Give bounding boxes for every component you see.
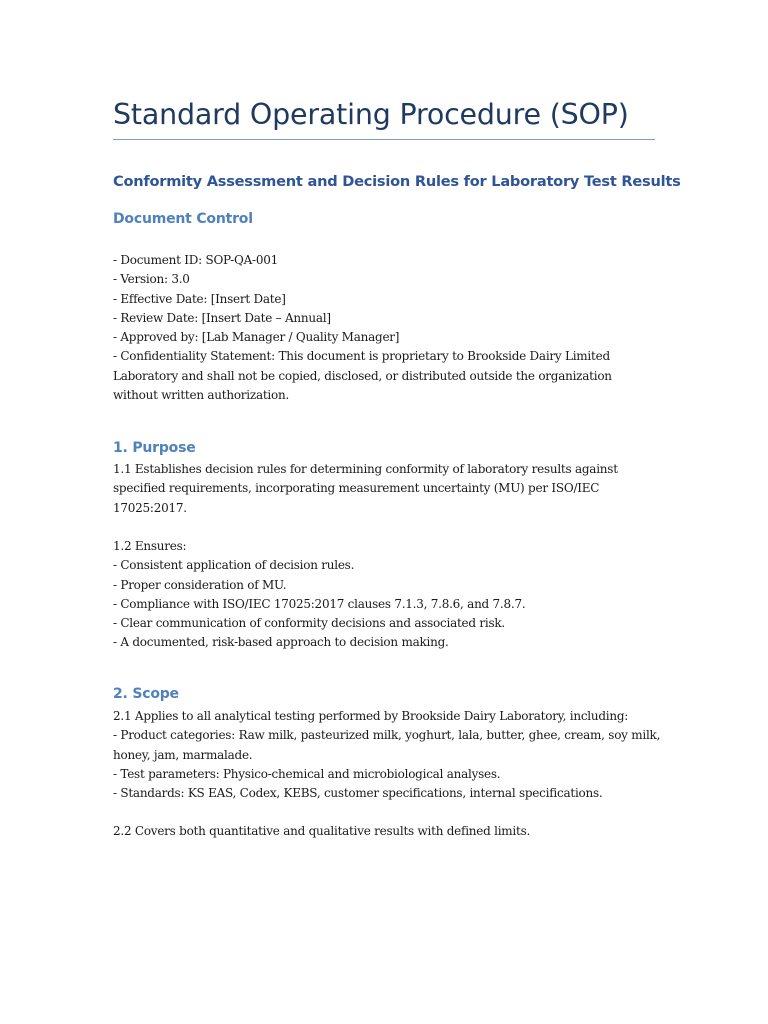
purpose-paragraph-2 xyxy=(113,537,661,653)
title-underline xyxy=(113,139,655,140)
purpose-line: - Compliance with ISO/IEC 17025:2017 clauses 7.1.3, 7.8.6, and 7.8.7. xyxy=(113,596,526,611)
doc-control-line: - Version: 3.0 xyxy=(113,272,190,287)
doc-control-line: - Document ID: SOP-QA-001 xyxy=(113,253,278,267)
purpose-line: - Clear communication of conformity decisions and associated risk. xyxy=(113,616,505,631)
scope-paragraph-1 xyxy=(113,707,661,803)
heading-scope: 2. Scope xyxy=(113,686,179,702)
purpose-paragraph-1 xyxy=(113,460,661,518)
heading-purpose: 1. Purpose xyxy=(113,440,196,456)
scope-line: 2.1 Applies to all analytical testing performed by Brookside Dairy Laboratory, including: xyxy=(113,709,629,723)
doc-control-line: - Confidentiality Statement: This document is proprietary to Brookside Dairy Limited xyxy=(113,349,610,364)
purpose-line: 1.2 Ensures: xyxy=(113,539,187,553)
purpose-line: specified requirements, incorporating measurement uncertainty (MU) per ISO/IEC xyxy=(113,481,600,496)
purpose-line: - Proper consideration of MU. xyxy=(113,577,287,592)
heading-document-control: Document Control xyxy=(113,211,253,227)
purpose-line: - Consistent application of decision rules. xyxy=(113,558,355,573)
purpose-line: - A documented, risk-based approach to decision making. xyxy=(113,635,449,650)
doc-control-line: without written authorization. xyxy=(113,388,290,403)
scope-line: honey, jam, marmalade. xyxy=(113,747,253,762)
purpose-line: 17025:2017. xyxy=(113,500,187,515)
scope-line: - Standards: KS EAS, Codex, KEBS, customer specifications, internal specifications. xyxy=(113,786,603,801)
scope-line: - Product categories: Raw milk, pasteurized milk, yoghurt, lala, butter, ghee, cream, soy milk, xyxy=(113,728,661,743)
document-control-block xyxy=(113,251,661,405)
scope-paragraph-2 xyxy=(113,822,661,841)
doc-control-line: - Effective Date: [Insert Date] xyxy=(113,291,286,306)
scope-line: 2.2 Covers both quantitative and qualitative results with defined limits. xyxy=(113,824,531,838)
doc-control-line: - Approved by: [Lab Manager / Quality Manager] xyxy=(113,330,400,345)
scope-line: - Test parameters: Physico-chemical and microbiological analyses. xyxy=(113,766,501,781)
doc-control-line: Laboratory and shall not be copied, disclosed, or distributed outside the organization xyxy=(113,368,612,383)
doc-control-line: - Review Date: [Insert Date – Annual] xyxy=(113,310,331,325)
purpose-line: 1.1 Establishes decision rules for determining conformity of laboratory results against xyxy=(113,462,618,476)
document-title: Standard Operating Procedure (SOP) xyxy=(113,98,629,131)
document-subtitle: Conformity Assessment and Decision Rules for Laboratory Test Results xyxy=(113,173,681,190)
